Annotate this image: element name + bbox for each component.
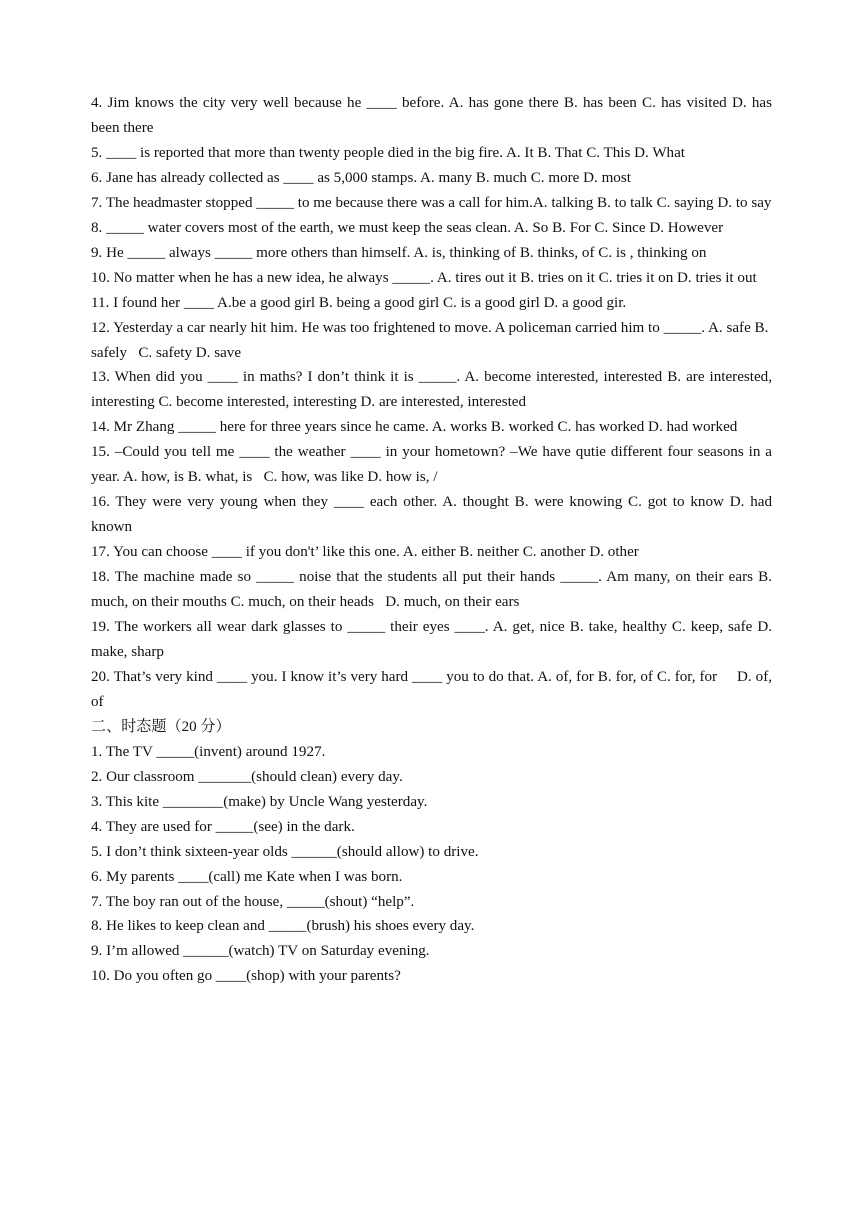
tense-item-6: 6. My parents ____(call) me Kate when I was born. [91,868,403,885]
question-18: 18. The machine made so _____ noise that the students all put their hands _____. Am many, on their ears B. much, on their mouths C. much, on their heads D. much, on their ears [91,569,776,611]
section-heading: 二、时态题（20 分） [91,718,231,735]
tense-item-9: 9. I’m allowed ______(watch) TV on Saturday evening. [91,943,430,960]
tense-item-4: 4. They are used for _____(see) in the dark. [91,818,355,835]
question-8: 8. _____ water covers most of the earth, we must keep the seas clean. A. So B. For C. Since D. However [91,219,724,236]
tense-item-3: 3. This kite ________(make) by Uncle Wang yesterday. [91,793,428,810]
question-20: 20. That’s very kind ____ you. I know it’s very hard ____ you to do that. A. of, for B. for, of C. for, for D. of, of [91,668,776,710]
tense-item-10: 10. Do you often go ____(shop) with your parents? [91,968,401,985]
question-7: 7. The headmaster stopped _____ to me because there was a call for him.A. talking B. to talk C. saying D. to say [91,194,772,211]
tense-section [91,715,772,989]
tense-item-1: 1. The TV _____(invent) around 1927. [91,743,326,760]
question-15: 15. –Could you tell me ____ the weather ____ in your hometown? –We have qutie different four seasons in a year. A. how, is B. what, is C. how, was like D. how is, / [91,444,776,486]
tense-item-5: 5. I don’t think sixteen-year olds ______(should allow) to drive. [91,843,479,860]
question-9: 9. He _____ always _____ more others than himself. A. is, thinking of B. thinks, of C. is , thinking on [91,244,707,261]
question-11: 11. I found her ____ A.be a good girl B. being a good girl C. is a good girl D. a good gir. [91,294,627,311]
question-19: 19. The workers all wear dark glasses to _____ their eyes ____. A. get, nice B. take, healthy C. keep, safe D. make, sharp [91,619,776,660]
question-17: 17. You can choose ____ if you don't’ like this one. A. either B. neither C. another D. other [91,544,639,561]
multiple-choice-section [91,91,776,715]
question-4: 4. Jim knows the city very well because he ____ before. A. has gone there B. has been C. has visited D. has been there [91,95,776,136]
tense-item-8: 8. He likes to keep clean and _____(brush) his shoes every day. [91,918,475,935]
question-5: 5. ____ is reported that more than twenty people died in the big fire. A. It B. That C. This D. What [91,144,685,161]
tense-item-2: 2. Our classroom _______(should clean) every day. [91,768,403,785]
question-16: 16. They were very young when they ____ each other. A. thought B. were knowing C. got to know D. had known [91,494,776,536]
question-12: 12. Yesterday a car nearly hit him. He was too frightened to move. A policeman carried him to _____. A. safe B. safely C. safety D. save [91,319,773,361]
tense-item-7: 7. The boy ran out of the house, _____(shout) “help”. [91,893,415,910]
document-page [91,91,776,989]
question-10: 10. No matter when he has a new idea, he always _____. A. tires out it B. tries on it C. tries it on D. tries it out [91,269,757,286]
question-13: 13. When did you ____ in maths? I don’t think it is _____. A. become interested, interested B. are interested, interesting C. become interested, interesting D. are interested, interested [91,369,776,411]
question-6: 6. Jane has already collected as ____ as 5,000 stamps. A. many B. much C. more D. most [91,169,631,186]
question-14: 14. Mr Zhang _____ here for three years since he came. A. works B. worked C. has worked D. had worked [91,419,738,436]
